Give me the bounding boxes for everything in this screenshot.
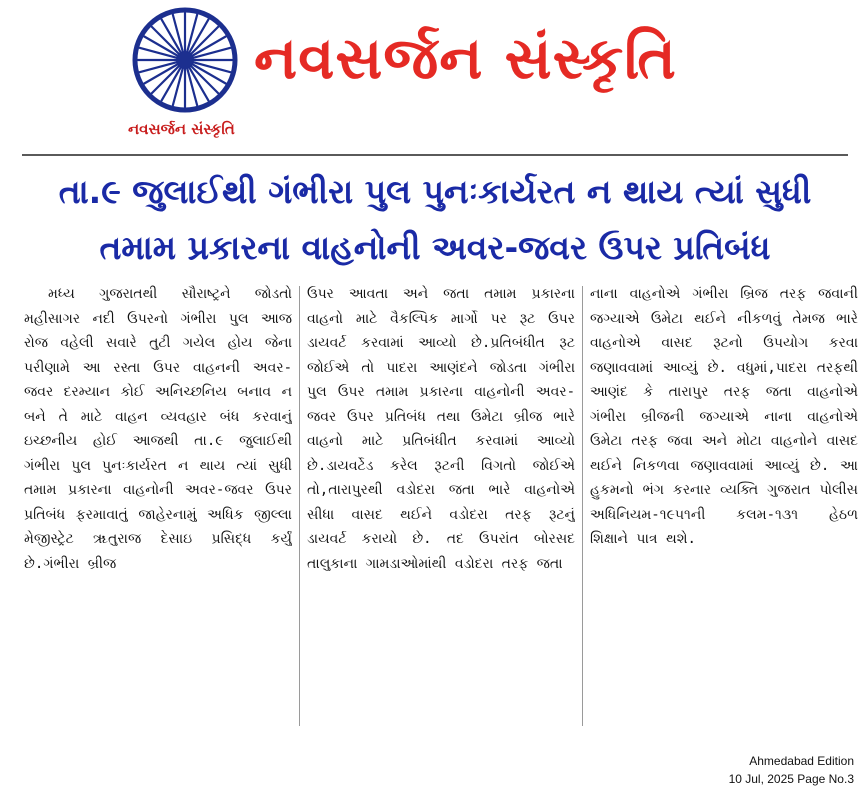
column-1-text: મધ્ય ગુજરાતથી સૌરાષ્ટ્રને જોડતો મહીસાગર નદી ઉપરનો ગંભીરા પુલ આજ રોજ વહેલી સવારે તુટી ગયેલ હોય જેના પરીણામે આ રસ્તા ઉપર વાહનની અવર-જવર દરમ્યાન કોઈ અનિચ્છનિય બનાવ ન બને તે માટે વાહન વ્યવહાર બંધ કરવાનું ઇચ્છનીય હોઈ આજથી તા.૯ જુલાઈથી ગંભીરા પુલ પુનઃકાર્યરત ન થાય ત્યાં સુધી તમામ પ્રકારના વાહનોની અવર-જવર ઉપર પ્રતિબંધ ફરમાવાતું જાહેરનામું અધિક જીલ્લા મેજીસ્ટ્રેટ ૠતુરાજ દેસાઇ પ્રસિદ્ધ કર્યું છે.ગંભીરા બ્રીજ [24, 286, 292, 572]
headline-line-1: તા.૯ જુલાઈથી ગંભીરા પુલ પુનઃકાર્યરત ન થાય ત્યાં સુધી [58, 172, 812, 211]
edition-name: Ahmedabad Edition [749, 754, 854, 768]
masthead-title: નવસર્જન સંસ્કૃતિ [254, 24, 677, 92]
article-column-3 [590, 282, 858, 734]
article-column-1 [24, 282, 292, 734]
column-3-text: નાના વાહનોએ ગંભીરા બ્રિજ તરફ જવાની જગ્યાએ ઉમેટા થઈને નીકળવું તેમજ ભારે વાહનોએ વાસદ રૂટનો ઉપયોગ કરવા જણાવવામાં આવ્યું છે. વધુમાં,પાદરા તરફથી આણંદ કે તારાપુર તરફ જતા વાહનોએ ગંભીરા બ્રીજની જગ્યાએ નાના વાહનોએ ઉમેટા તરફ જવા અને મોટા વાહનોને વાસદ થઈને નિકળવા જણાવવામાં આવ્યું છે. આ હુકમનો ભંગ કરનાર વ્યક્તિ ગુજરાત પોલીસ અધિનિયમ-૧૯૫૧ની કલમ-૧૩૧ હેઠળ શિક્ષાને પાત્ર થશે. [590, 286, 858, 547]
masthead [0, 0, 867, 150]
column-2-text: ઉપર આવતા અને જતા તમામ પ્રકારના વાહનો માટે વૈકલ્પિક માર્ગો પર રૂટ ઉપર ડાયવર્ટ કરવામાં આવ્યો છે.પ્રતિબંધીત રૂટ જોઈએ તો પાદરા આણંદને જોડતા ગંભીરા પુલ ઉપર તમામ પ્રકારના વાહનોની અવર-જવર ઉપર પ્રતિબંધ તથા ઉમેટા બ્રીજ ભારે વાહનો માટે પ્રતિબંધીત કરવામાં આવ્યો છે.ડાયવર્ટેડ કરેલ રૂટની વિગતો જોઈએ તો,તારાપુરથી વડોદરા જતા ભારે વાહનોએ સીધા વાસદ થઈને વડોદરા તરફ રૂટનું ડાયવર્ટ કરાયો છે. તદ ઉપરાંત બોરસદ તાલુકાના ગામડાઓમાંથી વડોદરા તરફ જતા [307, 286, 575, 572]
ashoka-chakra-icon [131, 6, 239, 114]
article-column-2 [307, 282, 575, 734]
article-body [24, 282, 858, 734]
column-divider-2 [582, 286, 583, 726]
edition-date-page: 10 Jul, 2025 Page No.3 [728, 772, 854, 786]
column-divider-1 [299, 286, 300, 726]
masthead-divider [22, 154, 848, 156]
headline-line-2: તમામ પ્રકારના વાહનોની અવર-જવર ઉપર પ્રતિબંધ [99, 228, 771, 267]
masthead-subtitle: નવસર્જન સંસ્કૃતિ [128, 120, 235, 138]
article-headline [22, 164, 848, 276]
edition-info [654, 752, 854, 792]
